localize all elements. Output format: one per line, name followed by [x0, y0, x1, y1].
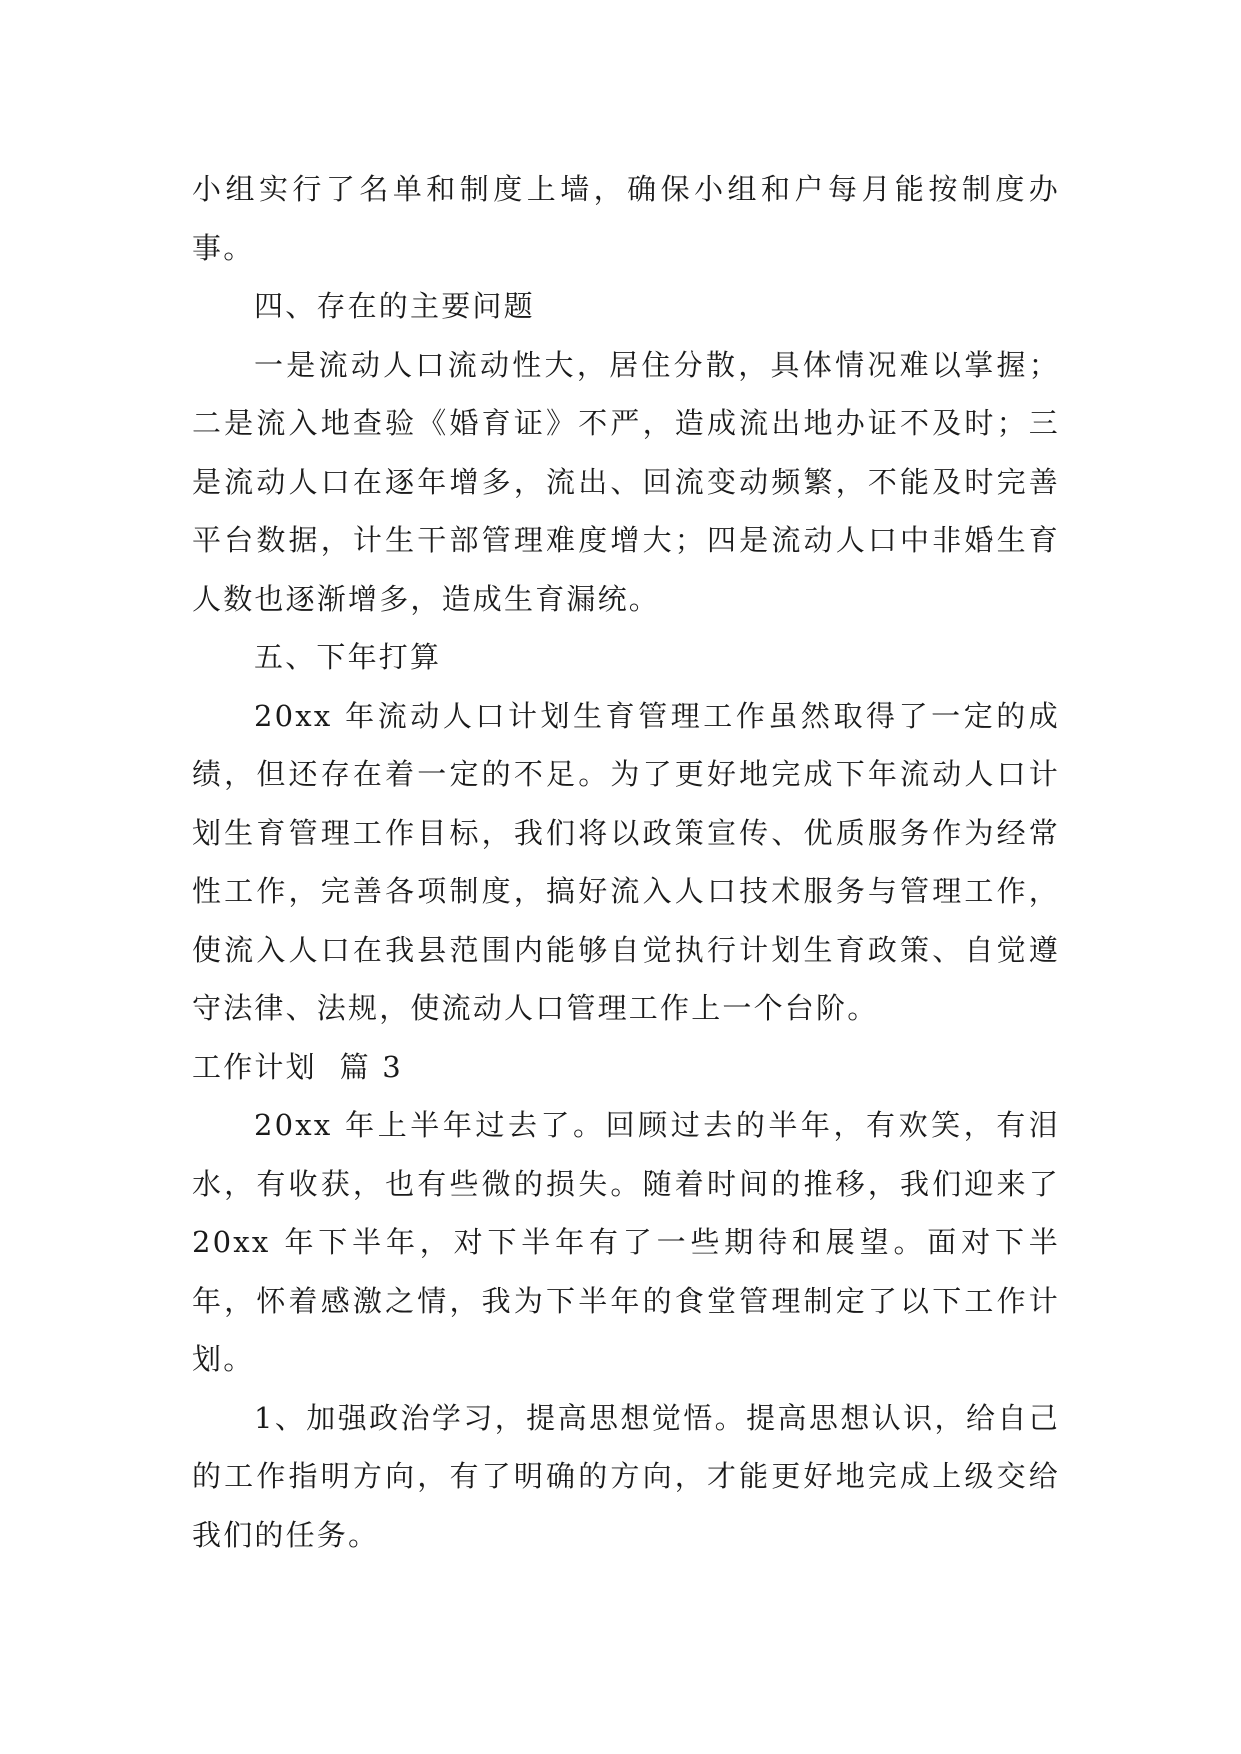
article-title: 工作计划 篇 3: [192, 1049, 403, 1084]
section-heading-plan: 五、下年打算: [254, 640, 442, 674]
paragraph-item-1: 1、加强政治学习，提高思想觉悟。提高思想认识，给自己的工作指明方向，有了明确的方向，才能更好地完成上级交给我们的任务。: [192, 1400, 1060, 1552]
section-heading-problems: 四、存在的主要问题: [254, 289, 535, 323]
paragraph-problems: 一是流动人口流动性大，居住分散，具体情况难以掌握；二是流入地查验《婚育证》不严，造成流出地办证不及时；三是流动人口在逐年增多，流出、回流变动频繁，不能及时完善平台数据，计生干部管理难度增大；四是流动人口中非婚生育人数也逐渐增多，造成生育漏统。: [192, 347, 1060, 616]
paragraph-intro: 20xx 年上半年过去了。回顾过去的半年，有欢笑，有泪水，有收获，也有些微的损失。随着时间的推移，我们迎来了 20xx 年下半年，对下半年有了一些期待和展望。面对下半年，怀着感激之情，我为下半年的食堂管理制定了以下工作计划。: [192, 1108, 1060, 1376]
document-body: [192, 160, 1060, 1564]
paragraph-continuation: 小组实行了名单和制度上墙，确保小组和户每月能按制度办事。: [192, 172, 1060, 265]
paragraph-plan: 20xx 年流动人口计划生育管理工作虽然取得了一定的成绩，但还存在着一定的不足。为了更好地完成下年流动人口计划生育管理工作目标，我们将以政策宣传、优质服务作为经常性工作，完善各项制度，搞好流入人口技术服务与管理工作，使流入人口在我县范围内能够自觉执行计划生育政策、自觉遵守法律、法规，使流动人口管理工作上一个台阶。: [192, 698, 1060, 1025]
